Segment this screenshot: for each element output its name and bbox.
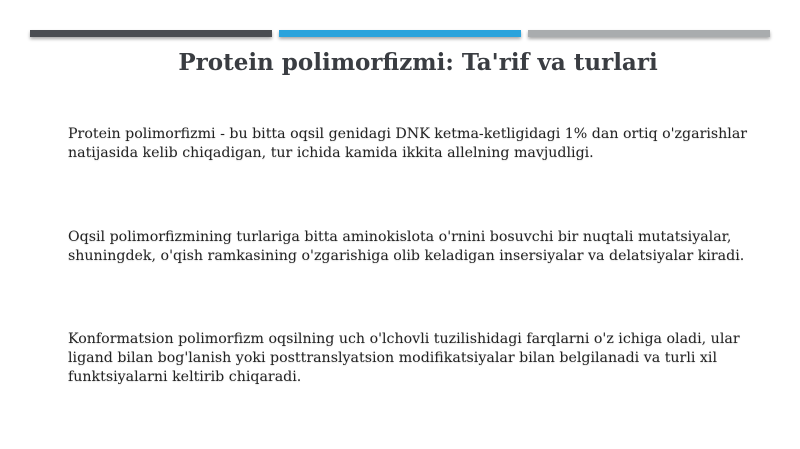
paragraph-types <box>68 228 758 266</box>
paragraph-conformational <box>68 330 758 387</box>
paragraph-line: natijasida kelib chiqadigan, tur ichida kamida ikkita allelning mavjudligi. <box>68 145 594 161</box>
paragraph-definition <box>68 125 758 163</box>
slide-title: Protein polimorfizmi: Ta'rif va turlari <box>178 49 658 76</box>
paragraph-line: shuningdek, o'qish ramkasining o'zgarishiga olib keladigan insersiyalar va delatsiyalar kiradi. <box>68 248 745 264</box>
paragraph-line: funktsiyalarni keltirib chiqaradi. <box>68 369 302 385</box>
decorative-bar-gray <box>528 30 770 37</box>
decorative-bar-dark <box>30 30 272 37</box>
paragraph-line: ligand bilan bog'lanish yoki posttranslyatsion modifikatsiyalar bilan belgilanadi va turli xil <box>68 350 717 366</box>
paragraph-line: Protein polimorfizmi - bu bitta oqsil genidagi DNK ketma-ketligidagi 1% dan ortiq o'zgarishlar <box>68 126 748 142</box>
paragraph-line: Oqsil polimorfizmining turlariga bitta aminokislota o'rnini bosuvchi bir nuqtali mutatsiyalar, <box>68 229 732 245</box>
paragraph-line: Konformatsion polimorfizm oqsilning uch o'lchovli tuzilishidagi farqlarni o'z ichiga oladi, ular <box>68 331 740 347</box>
decorative-bar-blue <box>279 30 521 37</box>
